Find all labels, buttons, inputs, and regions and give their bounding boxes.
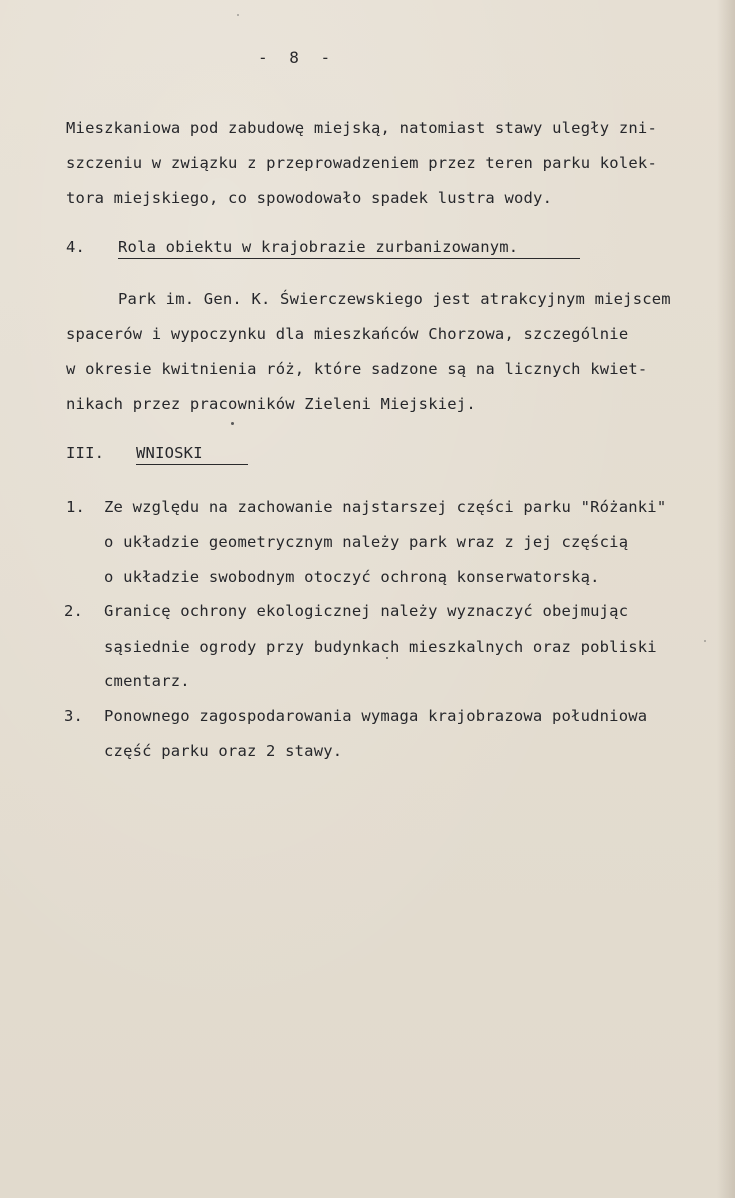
section-3-title: WNIOSKI (136, 443, 248, 465)
paper-speck (704, 640, 706, 642)
conclusion-2-line-3: cmentarz. (104, 672, 190, 690)
conclusion-2-number: 2. (64, 602, 84, 620)
paragraph-2-line-1: Park im. Gen. K. Świerczewskiego jest atrakcyjnym miejscem (118, 290, 671, 308)
section-4-number: 4. (66, 238, 86, 256)
conclusion-1-line-3: o układzie swobodnym otoczyć ochroną konserwatorską. (104, 568, 600, 586)
conclusion-1-line-1: Ze względu na zachowanie najstarszej części parku "Różanki" (104, 498, 667, 516)
section-4-title: Rola obiektu w krajobrazie zurbanizowanym. (118, 237, 580, 259)
paper-speck (237, 14, 239, 16)
paper-speck (231, 422, 234, 425)
page-edge (717, 0, 735, 1198)
conclusion-1-number: 1. (66, 498, 86, 516)
conclusion-3-line-1: Ponownego zagospodarowania wymaga krajobrazowa południowa (104, 707, 648, 725)
paragraph-2-line-2: spacerów i wypoczynku dla mieszkańców Chorzowa, szczególnie (66, 325, 629, 343)
conclusion-2-line-1: Granicę ochrony ekologicznej należy wyznaczyć obejmując (104, 602, 629, 620)
paragraph-1-line-3: tora miejskiego, co spowodowało spadek lustra wody. (66, 189, 553, 207)
paragraph-2-line-4: nikach przez pracowników Zieleni Miejskiej. (66, 395, 476, 413)
conclusion-3-line-2: część parku oraz 2 stawy. (104, 742, 343, 760)
conclusion-1-line-2: o układzie geometrycznym należy park wraz z jej częścią (104, 533, 629, 551)
conclusion-2-line-2: sąsiednie ogrody przy budynkach mieszkalnych oraz pobliski (104, 638, 657, 656)
page-number: - 8 - (258, 48, 337, 67)
conclusion-3-number: 3. (64, 707, 84, 725)
paragraph-2-line-3: w okresie kwitnienia róż, które sadzone są na licznych kwiet- (66, 360, 648, 378)
paragraph-1-line-1: Mieszkaniowa pod zabudowę miejską, natomiast stawy uległy zni- (66, 119, 657, 137)
paragraph-1-line-2: szczeniu w związku z przeprowadzeniem przez teren parku kolek- (66, 154, 657, 172)
section-3-number: III. (66, 444, 105, 462)
paper-speck (386, 657, 388, 659)
